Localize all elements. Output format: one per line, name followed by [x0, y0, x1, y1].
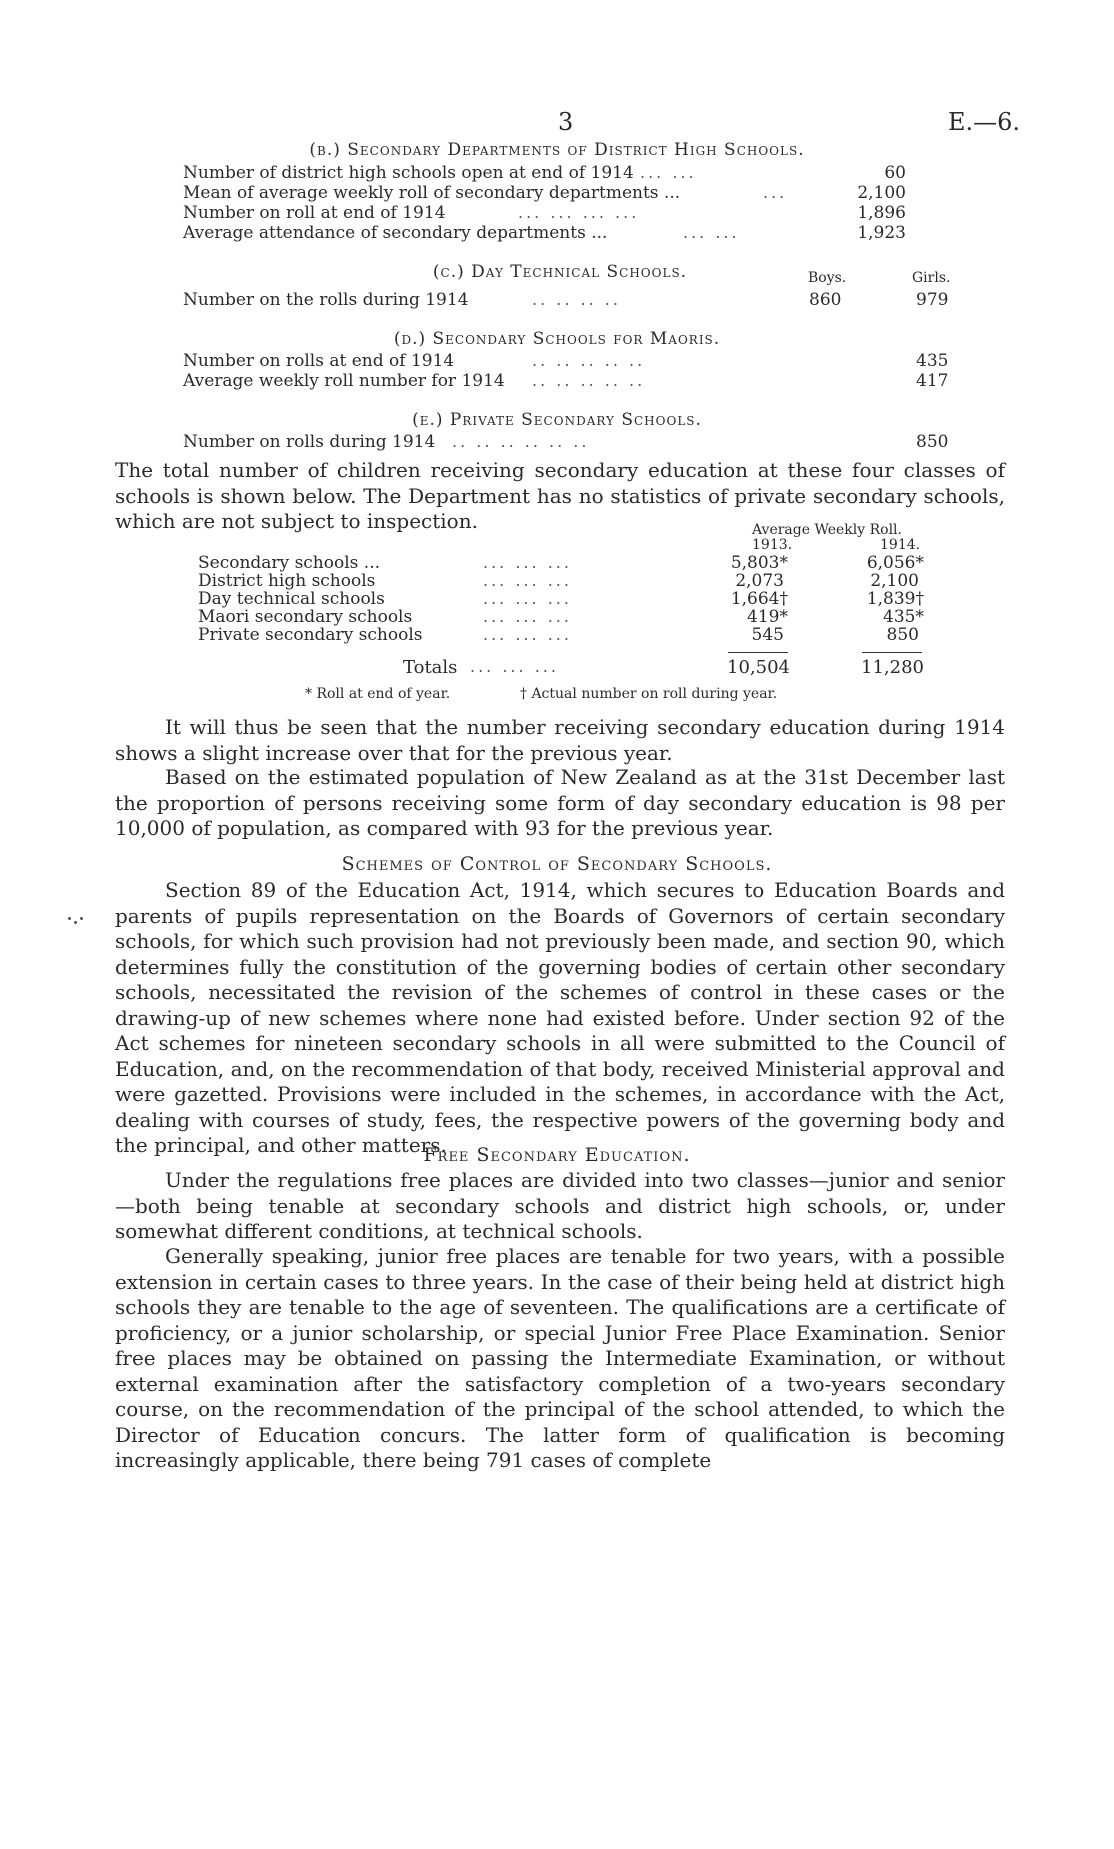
total-1913: 10,504 — [727, 657, 790, 678]
section-c-girls-value: 979 — [916, 290, 949, 310]
table-cell-1913: 5,803* — [730, 553, 788, 573]
free-education-heading: Free Secondary Education. — [423, 1144, 691, 1166]
total-rule-1913 — [728, 652, 788, 653]
column-header-girls: Girls. — [912, 270, 951, 286]
totals-label: Totals — [403, 657, 458, 678]
leader-dots: ... ... ... — [483, 607, 572, 626]
leader-dots: ... ... — [640, 163, 697, 182]
population-paragraph — [115, 765, 1005, 842]
intro-paragraph-text: The total number of children receiving secondary education at these four classes of schools is shown below. The Department has no statistics of private secondary schools, which are not subject to inspection. — [115, 458, 1005, 533]
leader-dots: .. .. .. .. — [532, 290, 621, 309]
total-1914: 11,280 — [861, 657, 924, 678]
free-education-paragraph-1-text: Under the regulations free places are divided into two classes—junior and senior—both being tenable at secondary schools and district high schools, or, under somewhat different conditions, at technical schools. — [115, 1168, 1005, 1243]
column-header-1914: 1914. — [880, 537, 921, 553]
table-row-label: District high schools — [198, 571, 376, 591]
section-d-row-label: Average weekly roll number for 1914 — [183, 371, 505, 391]
increase-paragraph — [115, 715, 1005, 766]
schemes-paragraph — [115, 878, 1005, 1159]
section-d-row-value: 435 — [916, 351, 949, 371]
leader-dots: .. .. .. .. .. — [532, 371, 646, 390]
section-c-title: (c.) Day Technical Schools. — [432, 262, 688, 282]
section-b-row-value: 1,896 — [857, 203, 906, 223]
section-e-row-label: Number on rolls during 1914 — [183, 432, 436, 452]
leader-dots: ... ... ... — [483, 625, 572, 644]
section-c-row-label: Number on the rolls during 1914 — [183, 290, 469, 310]
section-b-row-value: 1,923 — [857, 223, 906, 243]
document-reference: E.—6. — [948, 108, 1021, 136]
table-row-label: Private secondary schools — [198, 625, 423, 645]
free-education-paragraph-2-text: Generally speaking, junior free places are tenable for two years, with a possible extension in certain cases to three years. In the case of their being held at district high schools they are tenable to the age of seventeen. The qualifications are a certificate of proficiency, or a junior scholarship, or special Junior Free Place Examination. Senior free places may be obtained on passing the Intermediate Examination, or without external examination after the satisfactory completion of a two-years secondary course, on the recommendation of the principal of the school attended, to which the Director of Education concurs. The latter form of qualification is becoming increasingly applicable, there being 791 cases of complete — [115, 1244, 1005, 1472]
table-cell-1914: 1,839† — [866, 589, 924, 609]
column-header-1913: 1913. — [752, 537, 793, 553]
leader-dots: ... — [763, 183, 788, 202]
section-b-title: (b.) Secondary Departments of District High Schools. — [309, 140, 805, 160]
leader-dots: ... ... — [683, 223, 740, 242]
table-row-label: Day technical schools — [198, 589, 385, 609]
column-header-boys: Boys. — [808, 270, 847, 286]
table-heading: Average Weekly Roll. — [752, 522, 902, 538]
schemes-heading: Schemes of Control of Secondary Schools. — [341, 853, 773, 875]
section-b-row-label: Mean of average weekly roll of secondary departments ... — [183, 183, 681, 203]
leader-dots: ... ... ... — [483, 571, 572, 590]
section-d-row-value: 417 — [916, 371, 949, 391]
page-number: 3 — [558, 108, 574, 136]
leader-dots: ... ... ... — [483, 589, 572, 608]
table-cell-1913: 419* — [747, 607, 788, 627]
leader-dots: .. .. .. .. .. — [532, 351, 646, 370]
section-e-value: 850 — [916, 432, 949, 452]
section-b-row-label: Average attendance of secondary departments ... — [183, 223, 608, 243]
section-e-title: (e.) Private Secondary Schools. — [412, 410, 702, 430]
section-b-row-value: 60 — [884, 163, 906, 183]
table-cell-1914: 6,056* — [866, 553, 924, 573]
leader-dots: ... ... ... — [470, 657, 559, 676]
section-b-row-label: Number of district high schools open at end of 1914 — [183, 163, 634, 183]
section-b-row-value: 2,100 — [857, 183, 906, 203]
free-education-paragraph-1 — [115, 1168, 1005, 1245]
section-d-row-label: Number on rolls at end of 1914 — [183, 351, 455, 371]
table-cell-1914: 435* — [883, 607, 924, 627]
free-education-paragraph-2 — [115, 1244, 1005, 1474]
table-cell-1913: 545 — [751, 625, 784, 645]
leader-dots: ... ... ... ... — [518, 203, 640, 222]
table-row-label: Maori secondary schools — [198, 607, 413, 627]
section-b-row-label: Number on roll at end of 1914 — [183, 203, 446, 223]
section-c-boys-value: 860 — [809, 290, 842, 310]
table-cell-1913: 1,664† — [730, 589, 788, 609]
margin-mark — [80, 917, 83, 920]
table-cell-1913: 2,073 — [735, 571, 784, 591]
leader-dots: ... ... ... — [483, 553, 572, 572]
margin-mark — [68, 917, 71, 920]
table-cell-1914: 850 — [886, 625, 919, 645]
footnote-dagger: † Actual number on roll during year. — [520, 686, 778, 702]
population-paragraph-text: Based on the estimated population of New Zealand as at the 31st December last the proportion of persons receiving some form of day secondary education is 98 per 10,000 of population, as compared with 93 for the previous year. — [115, 765, 1005, 840]
leader-dots: .. .. .. .. .. .. — [452, 432, 590, 451]
footnote-star: * Roll at end of year. — [305, 686, 451, 702]
increase-paragraph-text: It will thus be seen that the number receiving secondary education during 1914 shows a slight increase over that for the previous year. — [115, 715, 1005, 765]
schemes-paragraph-text: Section 89 of the Education Act, 1914, which secures to Education Boards and parents of pupils representation on the Boards of Governors of certain secondary schools, for which such provision had not previously been made, and section 90, which determines fully the constitution of the governing bodies of certain other secondary schools, necessitated the revision of the schemes of control in these cases or the drawing-up of new schemes where none had existed before. Under section 92 of the Act schemes for nineteen secondary schools in all were submitted to the Council of Education, and, on the recommendation of that body, received Ministerial approval and were gazetted. Provisions were included in the schemes, in accordance with the Act, dealing with courses of study, fees, the respective powers of the governing body and the principal, and other matters. — [115, 878, 1005, 1157]
total-rule-1914 — [862, 652, 922, 653]
table-cell-1914: 2,100 — [870, 571, 919, 591]
section-d-title: (d.) Secondary Schools for Maoris. — [393, 329, 721, 349]
table-row-label: Secondary schools ... — [198, 553, 381, 573]
margin-mark — [74, 921, 77, 924]
